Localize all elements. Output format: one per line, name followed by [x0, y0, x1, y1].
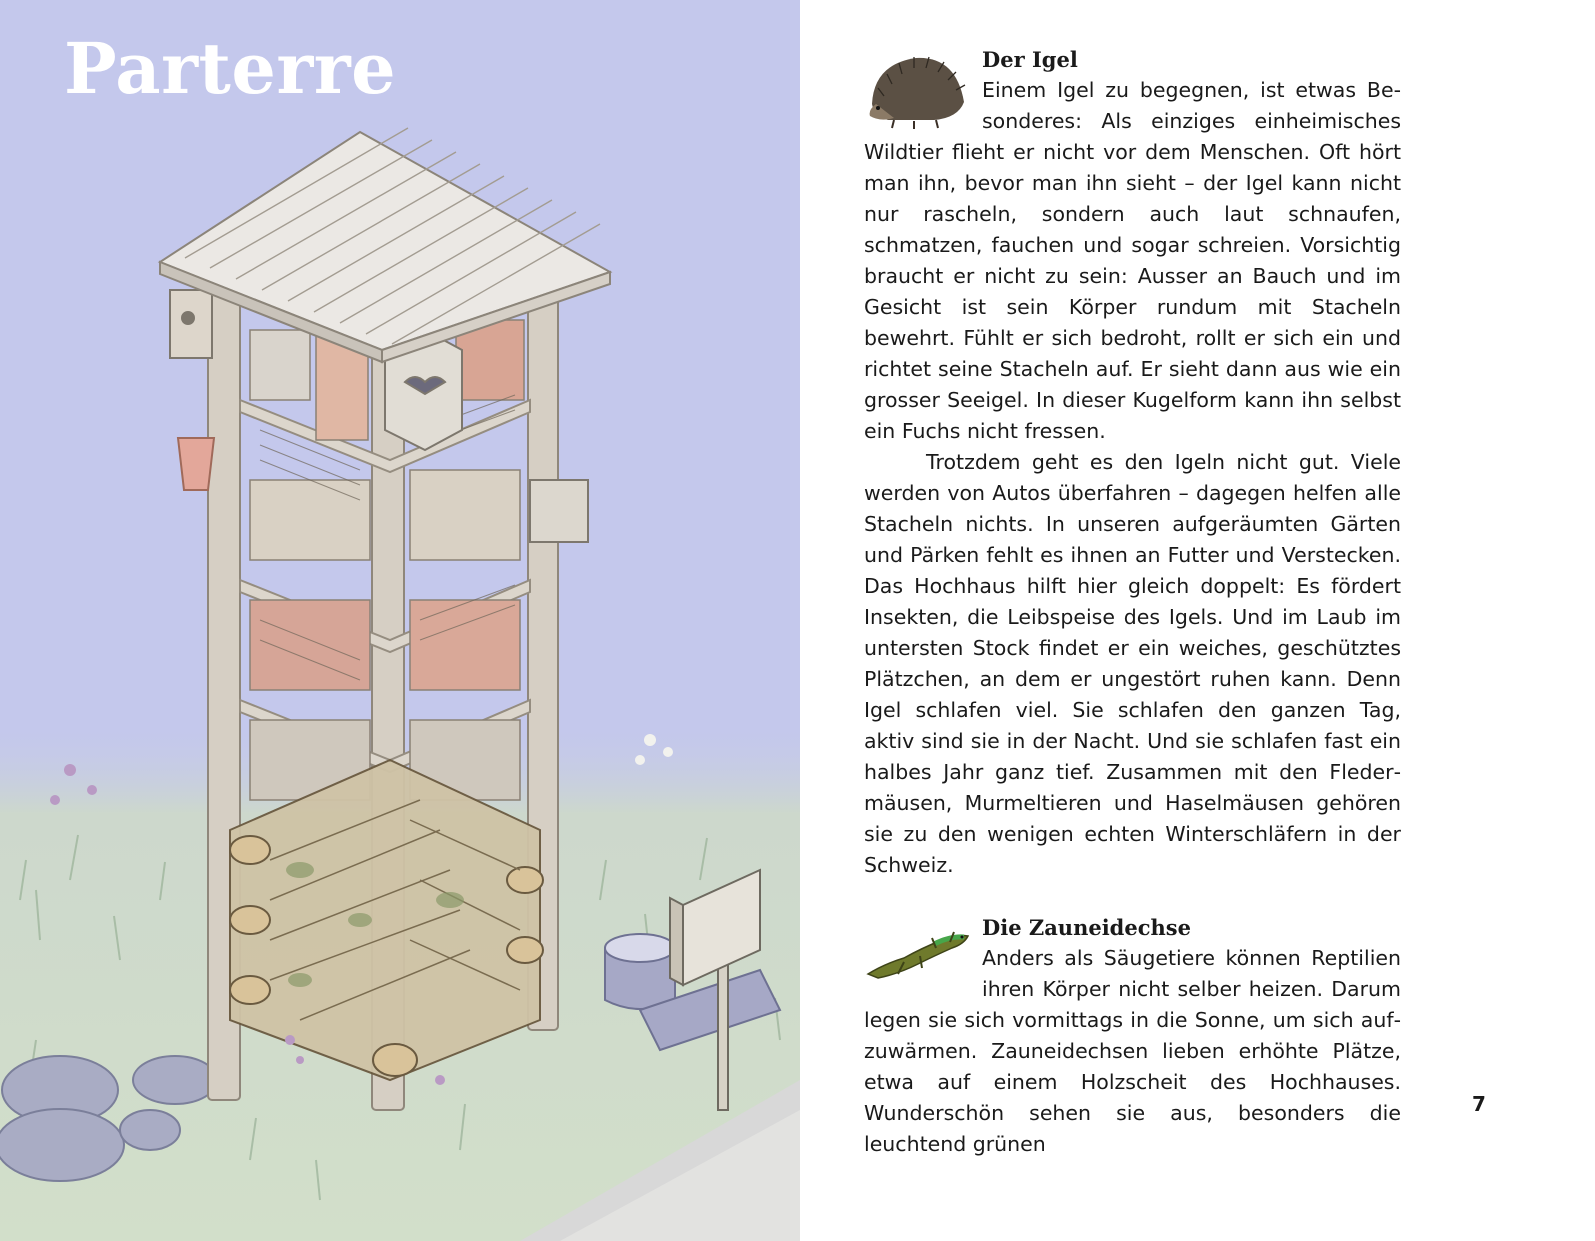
section-title-lizard: Die Zauneidechse	[982, 915, 1191, 940]
page-number: 7	[1472, 1092, 1486, 1116]
right-page	[800, 0, 1595, 1241]
paragraph: Trotzdem geht es den Igeln nicht gut. Viele werden von Autos überfahren – dagegen helfen alle Stacheln nichts. In unseren aufgeräumten Gärten und Pärken fehlt es ihnen an Futter und Verstecken. Das Hochhaus hilft hier gleich doppelt: Es fördert Insekten, die Leibspeise des Igels. Und im Laub im untersten Stock findet er ein weiches, geschütztes Plätzchen, an dem er ungestört ruhen kann. Denn Igel schlafen viel. Sie schlafen den ganzen Tag, aktiv sind sie in der Nacht. Und sie schlafen fast ein halbes Jahr ganz tief. Zusammen mit den Fledermäusen, Murmeltieren und Haselmäusen gehören sie zu den wenigen echten Winterschläfern in der Schweiz.	[864, 450, 1401, 877]
paragraph: Einem Igel zu begegnen, ist etwas Besonderes: Als einziges einheimisches Wildtier flieht er nicht vor dem Menschen. Oft hört man ihn, bevor man ihn sieht – der Igel kann nicht nur rascheln, sondern auch laut schnaufen, schmatzen, fauchen und sogar schreien. Vorsichtig braucht er nicht zu sein: Ausser an Bauch und im Gesicht ist sein Körper rundum mit Stacheln bewehrt. Fühlt er sich bedroht, rollt er sich ein und richtet seine Stacheln auf. Er sieht dann aus wie ein grosser Seeigel. In dieser Kugelform kann ihn selbst ein Fuchs nicht fressen.	[864, 78, 1401, 443]
hedgehog-icon	[864, 46, 972, 132]
page-title: Parterre	[64, 27, 397, 110]
section-lizard	[864, 912, 1401, 1160]
section-hedgehog	[864, 44, 1401, 881]
text-column	[864, 44, 1401, 1160]
section-title-hedgehog: Der Igel	[982, 47, 1078, 72]
lizard-icon	[864, 918, 972, 990]
paragraph: Anders als Säugetiere können Reptilien ihren Körper nicht selber heizen. Darum legen sie sich vormittags in die Sonne, um sich aufzuwärmen. Zauneidechsen lieben erhöhte Plätze, etwa auf einem Holzscheit des Hochhauses. Wunderschön sehen sie aus, besonders die leuchtend grünen	[864, 946, 1401, 1156]
